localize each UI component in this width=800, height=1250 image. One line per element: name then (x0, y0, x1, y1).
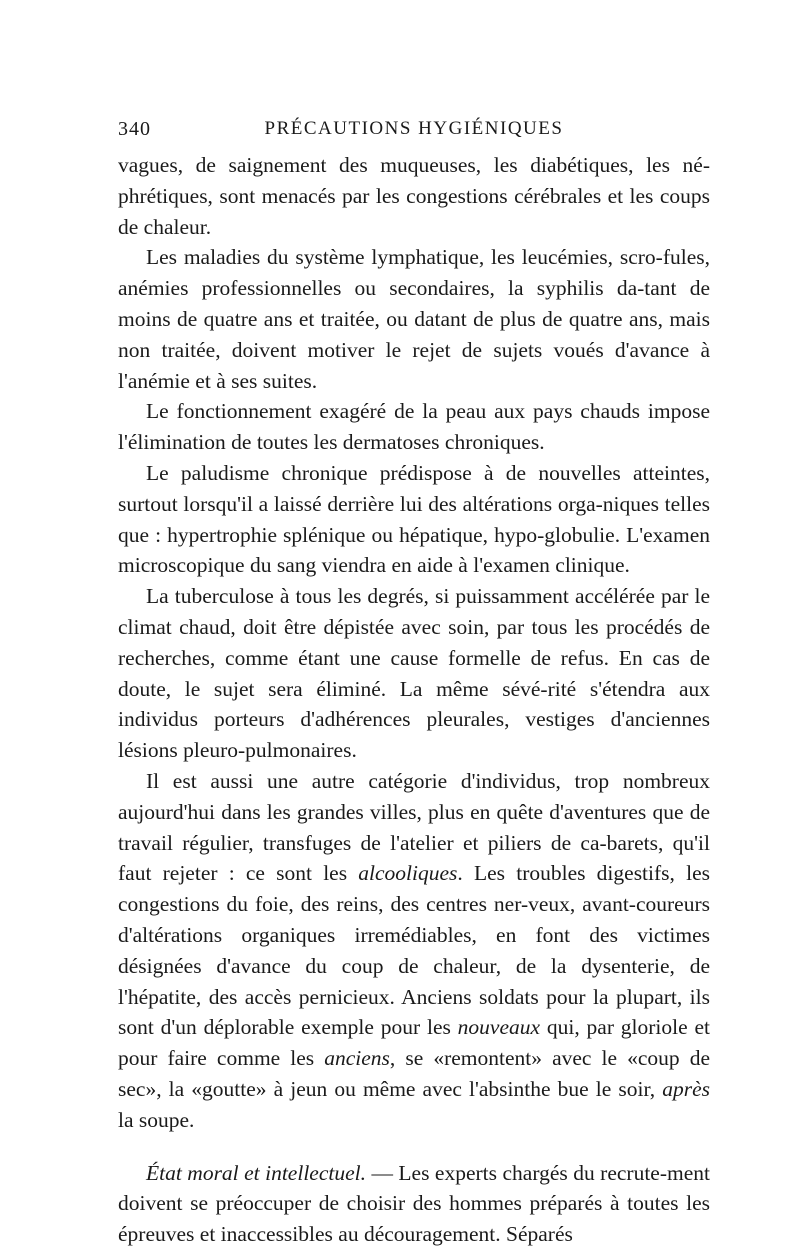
text-run: qui, par gloriole et pour faire comme les (118, 1015, 710, 1071)
paragraph: Les maladies du système lymphatique, les leucémies, scro-fules, anémies professionnelles ou secondaires, la syphilis da-tant de moins de quatre ans et traitée, ou datant de plus de quatre ans, mais non traitée, doivent motiver le rejet de sujets voués d'avance à l'anémie et à ses suites. (118, 245, 710, 393)
text-run: — Les experts chargés du recrute-ment doivent se préoccuper de choisir des hommes préparés à toutes les épreuves et inaccessibles au découragement. Séparés (118, 1160, 710, 1247)
running-head (118, 118, 710, 148)
paragraph: La tuberculose à tous les degrés, si puissamment accélérée par le climat chaud, doit être dépistée avec soin, par tous les procédés de recherches, comme étant une cause formelle de refus. En cas de doute, le sujet sera éliminé. La même sévé-rité s'étendra aux individus porteurs d'adhérences pleurales, vestiges d'anciennes lésions pleuro-pulmonaires. (118, 584, 710, 763)
section-heading: État moral et intellectuel. (146, 1160, 366, 1185)
paragraph: Le fonctionnement exagéré de la peau aux pays chauds impose l'élimination de toutes les dermatoses chroniques. (118, 399, 710, 455)
italic-term: après (662, 1076, 710, 1101)
paragraph: vagues, de saignement des muqueuses, les diabétiques, les né-phrétiques, sont menacés par les congestions cérébrales et les coups de chaleur. (118, 153, 710, 239)
page-number: 340 (118, 118, 151, 140)
running-title: PRÉCAUTIONS HYGIÉNIQUES (264, 118, 564, 139)
body-text (118, 150, 710, 1250)
section-paragraph (118, 1158, 710, 1250)
italic-term: alcooliques (358, 861, 458, 886)
text-run: , se «remontent» avec le «coup de sec», la «goutte» à jeun ou même avec l'absinthe bue le soir, (118, 1046, 711, 1101)
text-run: . Les troubles digestifs, les congestions du foie, des reins, des centres ner-veux, avant-coureurs d'altérations organiques irremédiables, en font des victimes désignées d'avance du coup de chaleur, de la dysenterie, de l'hépatite, des accès pernicieux. Anciens soldats pour la plupart, ils sont d'un déplorable exemple pour les (118, 861, 710, 1040)
text-run: Il est aussi une autre catégorie d'individus, trop nombreux aujourd'hui dans les grandes villes, plus en quête d'aventures que de travail régulier, transfuges de l'atelier et piliers de ca-barets, qu'il faut rejeter : ce sont les (118, 768, 710, 886)
italic-term: anciens (324, 1046, 390, 1071)
text-run: la soupe. (118, 1107, 195, 1132)
italic-term: nouveaux (457, 1015, 541, 1040)
paragraph: Le paludisme chronique prédispose à de nouvelles atteintes, surtout lorsqu'il a laissé derrière lui des altérations orga-niques telles que : hypertrophie splénique ou hépatique, hypo-globulie. L'examen microscopique du sang viendra en aide à l'examen clinique. (118, 460, 710, 578)
paragraph-alcooliques (118, 766, 710, 1136)
